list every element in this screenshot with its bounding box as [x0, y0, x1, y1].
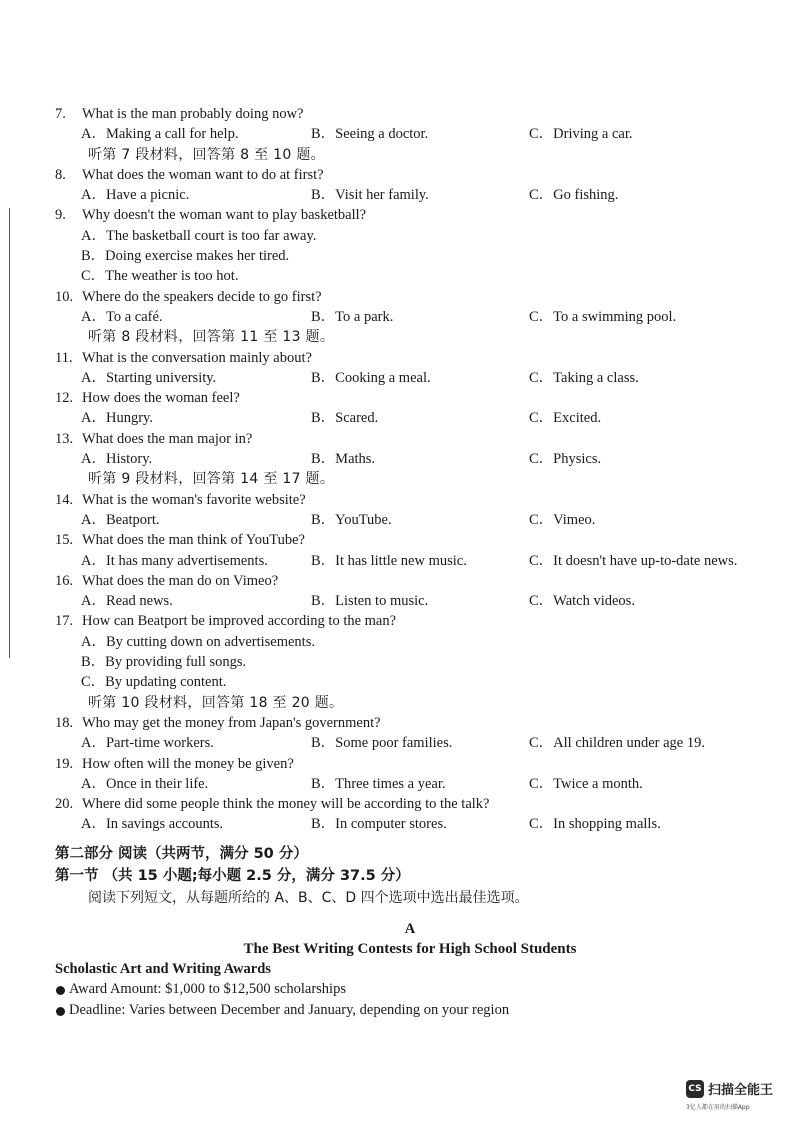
option-a: A．By cutting down on advertisements.	[81, 633, 315, 650]
option-b: B．Doing exercise makes her tired.	[81, 248, 290, 265]
option-c: C．Driving a car.	[529, 126, 633, 143]
question-text: Who may get the money from Japan's government?	[82, 714, 381, 731]
option-b: B．Maths.	[311, 451, 376, 468]
bullet-item: Deadline: Varies between December and January, depending on your region	[55, 1000, 765, 1021]
option-a: A．The basketball court is too far away.	[81, 227, 317, 244]
option-a: A．Part-time workers.	[81, 735, 214, 752]
option-c: C．Go fishing.	[529, 187, 619, 204]
option-b: B．Seeing a doctor.	[311, 126, 429, 143]
option-b: B．By providing full songs.	[81, 654, 247, 671]
question-text: What is the man probably doing now?	[82, 106, 304, 122]
question-12: 12. How does the woman feel?	[55, 390, 240, 407]
option-c: C．To a swimming pool.	[529, 308, 677, 325]
options-7	[55, 124, 765, 144]
options-14	[55, 510, 765, 530]
question-text: Where do the speakers decide to go first?	[82, 288, 322, 305]
scanner-watermark	[686, 1078, 786, 1114]
reading-direction: 阅读下列短文，从每题所给的 A、B、C、D 四个选项中选出最佳选项。	[88, 889, 529, 906]
option-c: C．Twice a month.	[529, 775, 643, 792]
options-12	[55, 408, 765, 428]
question-17: 17. How can Beatport be improved according to the man?	[55, 613, 397, 630]
option-c: C．All children under age 19.	[529, 735, 705, 752]
option-b: B．Cooking a meal.	[311, 369, 431, 386]
listening-instruction: 听第 8 段材料，回答第 11 至 13 题。	[88, 329, 335, 346]
option-c: C．Excited.	[529, 410, 602, 427]
passage-subtitle: Scholastic Art and Writing Awards	[55, 960, 271, 977]
watermark-tagline: 3亿人都在用的扫描App	[686, 1104, 750, 1111]
options-19	[55, 774, 765, 794]
question-8: 8. What does the woman want to do at first?	[55, 166, 324, 183]
option-b: B．Visit her family.	[311, 187, 429, 204]
question-text: What does the woman want to do at first?	[82, 166, 324, 183]
question-text: How can Beatport be improved according to the man?	[82, 613, 397, 630]
option-a: A．To a café.	[81, 308, 163, 325]
option-c: C．Taking a class.	[529, 369, 639, 386]
question-13: 13. What does the man major in?	[55, 430, 253, 447]
option-c: C．It doesn't have up-to-date news.	[529, 552, 738, 569]
question-text: Where did some people think the money will be according to the talk?	[82, 796, 490, 813]
options-10	[55, 307, 765, 327]
option-a: A．It has many advertisements.	[81, 552, 268, 569]
listening-instruction: 听第 7 段材料，回答第 8 至 10 题。	[88, 146, 325, 163]
question-19: 19. How often will the money be given?	[55, 755, 294, 772]
watermark-name: 扫描全能王	[708, 1083, 774, 1098]
question-15: 15. What does the man think of YouTube?	[55, 532, 305, 549]
bullet-item: Award Amount: $1,000 to $12,500 scholarships	[55, 979, 765, 1000]
question-14: 14. What is the woman's favorite website?	[55, 491, 306, 508]
options-18	[55, 733, 765, 753]
question-16: 16. What does the man do on Vimeo?	[55, 572, 279, 589]
question-text: What does the man do on Vimeo?	[82, 572, 279, 589]
option-b: B．Three times a year.	[311, 775, 446, 792]
options-16	[55, 591, 765, 611]
options-11	[55, 368, 765, 388]
options-8	[55, 185, 765, 205]
option-c: C．Vimeo.	[529, 511, 596, 528]
option-a: A．In savings accounts.	[81, 816, 224, 833]
question-11: 11. What is the conversation mainly about?	[55, 349, 312, 366]
question-10: 10. Where do the speakers decide to go first?	[55, 288, 322, 305]
exam-content	[55, 104, 765, 1021]
cs-logo-icon: CS	[686, 1080, 704, 1098]
option-a: A．History.	[81, 451, 153, 468]
passage-letter: A	[404, 920, 416, 937]
question-text: How does the woman feel?	[82, 390, 240, 407]
option-c: C．In shopping malls.	[529, 816, 661, 833]
option-c: C．By updating content.	[81, 674, 227, 691]
question-text: What is the conversation mainly about?	[82, 349, 312, 366]
option-b: B．It has little new music.	[311, 552, 467, 569]
passage-title: The Best Writing Contests for High School Students	[243, 940, 577, 957]
section-one-heading: 第一节 （共 15 小题;每小题 2.5 分，满分 37.5 分）	[55, 867, 410, 884]
question-text: What does the man major in?	[82, 430, 253, 447]
option-c: C．Physics.	[529, 451, 602, 468]
listening-instruction: 听第 9 段材料，回答第 14 至 17 题。	[88, 471, 335, 488]
option-b: B．In computer stores.	[311, 816, 447, 833]
question-20: 20. Where did some people think the money will be according to the talk?	[55, 796, 490, 813]
option-b: B．YouTube.	[311, 511, 392, 528]
question-18: 18. Who may get the money from Japan's government?	[55, 714, 381, 731]
question-text: How often will the money be given?	[82, 755, 294, 772]
option-a: A．Beatport.	[81, 511, 160, 528]
question-9: 9. Why doesn't the woman want to play basketball?	[55, 207, 367, 224]
option-a: A．Read news.	[81, 593, 173, 610]
option-b: B．Some poor families.	[311, 735, 453, 752]
option-a: A．Starting university.	[81, 369, 217, 386]
option-b: B．Listen to music.	[311, 593, 429, 610]
question-text: What does the man think of YouTube?	[82, 532, 305, 549]
option-b: B．To a park.	[311, 308, 394, 325]
listening-instruction: 听第 10 段材料，回答第 18 至 20 题。	[88, 694, 344, 711]
option-b: B．Scared.	[311, 410, 379, 427]
option-c: C．Watch videos.	[529, 593, 635, 610]
margin-rule	[9, 208, 10, 658]
question-text: Why doesn't the woman want to play basketball?	[82, 207, 367, 224]
option-a: A．Have a picnic.	[81, 187, 190, 204]
option-a: A．Making a call for help.	[81, 126, 239, 143]
options-13	[55, 449, 765, 469]
question-text: What is the woman's favorite website?	[82, 491, 306, 508]
option-a: A．Once in their life.	[81, 775, 209, 792]
question-7: 7. What is the man probably doing now?	[55, 106, 304, 122]
option-c: C．The weather is too hot.	[81, 268, 239, 285]
part-two-heading: 第二部分 阅读（共两节，满分 50 分）	[55, 845, 308, 862]
option-a: A．Hungry.	[81, 410, 153, 427]
options-15	[55, 551, 765, 571]
options-20	[55, 814, 765, 834]
